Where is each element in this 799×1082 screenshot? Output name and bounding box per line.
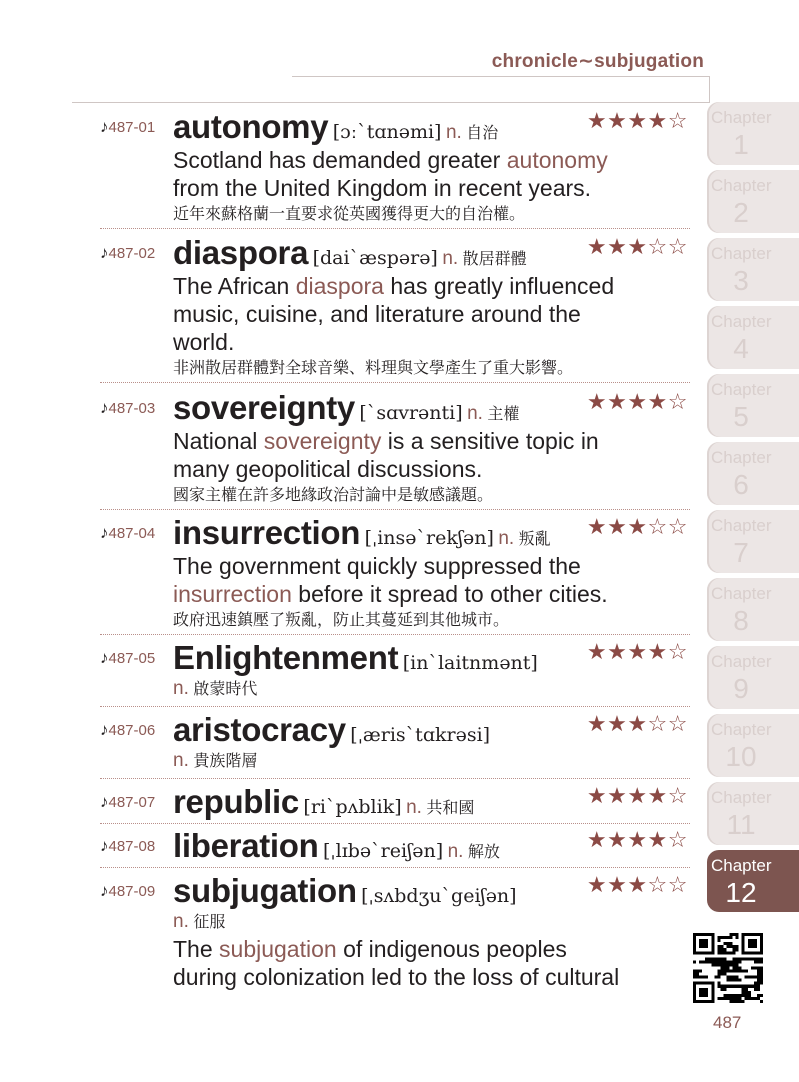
running-title: chronicle∼subjugation [491, 51, 704, 72]
page-number: 487 [713, 1013, 742, 1032]
audio-note-icon[interactable]: ♪ [100, 243, 109, 262]
audio-note-icon[interactable]: ♪ [100, 881, 109, 900]
entry-number-text: 487-01 [108, 119, 156, 136]
tab-chapter-3[interactable] [707, 238, 799, 301]
tab-chapter-12[interactable] [707, 850, 799, 912]
chinese-definition: 共和國 [426, 798, 475, 817]
entry-number-text: 487-07 [108, 794, 156, 811]
example-sentence: Scotland has demanded greater autonomy from the United Kingdom in recent years. [173, 147, 608, 201]
pronunciation: [ˌærisˋtɑkrəsi] [350, 724, 491, 746]
part-of-speech: n. [173, 911, 189, 932]
chinese-definition: 貴族階層 [193, 751, 258, 770]
audio-note-icon[interactable]: ♪ [100, 836, 109, 855]
entry-number-text: 487-04 [108, 525, 156, 542]
tab-chapter-11[interactable] [707, 782, 799, 845]
pronunciation: [daiˋæspərə] [312, 247, 438, 269]
tab-number: 8 [733, 605, 749, 636]
entry-number-text: 487-06 [108, 722, 156, 739]
vocab-entry [100, 868, 690, 991]
entry-number[interactable] [100, 117, 155, 137]
entry-number-text: 487-08 [108, 838, 156, 855]
highlighted-word: sovereignty [263, 428, 382, 454]
example-sentence: The African diaspora has greatly influenced music, cuisine, and literature around the world. [173, 273, 615, 355]
vocab-entry [100, 707, 690, 779]
audio-note-icon[interactable]: ♪ [100, 792, 109, 811]
star-rating: ★★★★☆ [586, 389, 688, 414]
headword: Enlightenment [173, 639, 399, 676]
star-rating: ★★★★☆ [586, 827, 688, 852]
chinese-definition: 征服 [193, 912, 226, 931]
entry-number[interactable] [100, 720, 155, 740]
pronunciation: [ɔːˋtɑnəmi] [332, 121, 442, 143]
entry-number[interactable] [100, 881, 155, 901]
part-of-speech: n. [173, 750, 189, 771]
headword: subjugation [173, 872, 357, 909]
example-sentence: The government quickly suppressed the insurrection before it spread to other cities. [173, 553, 608, 607]
chinese-definition: 叛亂 [518, 529, 551, 548]
entry-number-text: 487-03 [108, 400, 156, 417]
headword: autonomy [173, 108, 329, 145]
highlighted-word: insurrection [173, 581, 292, 607]
entry-number[interactable] [100, 243, 155, 263]
tab-number: 11 [726, 809, 756, 840]
tab-chapter-2[interactable] [707, 170, 799, 233]
part-of-speech: n. [442, 248, 459, 269]
chinese-definition: 主權 [487, 404, 520, 423]
header-divider [709, 76, 710, 103]
chapter-tabs [707, 102, 799, 917]
entry-number[interactable] [100, 398, 155, 418]
pronunciation: [ˌinsəˋrekʃən] [364, 527, 494, 549]
part-of-speech: n. [406, 797, 422, 818]
example-translation: 非洲散居群體對全球音樂、料理與文學產生了重大影響。 [173, 358, 574, 377]
audio-note-icon[interactable]: ♪ [100, 720, 109, 739]
definition-line [100, 677, 690, 702]
tab-label: Chapter [711, 788, 772, 807]
entry-number-text: 487-05 [108, 650, 156, 667]
tab-number: 9 [733, 673, 749, 704]
entry-number[interactable] [100, 648, 155, 668]
vocab-entry [100, 383, 690, 510]
star-rating: ★★★★☆ [586, 108, 688, 133]
tab-chapter-1[interactable] [707, 102, 799, 165]
tab-number: 2 [733, 197, 749, 228]
vocab-entry [100, 779, 690, 824]
headword: aristocracy [173, 711, 346, 748]
audio-note-icon[interactable]: ♪ [100, 398, 109, 417]
tab-label: Chapter [711, 176, 772, 195]
tab-label: Chapter [711, 720, 772, 739]
pronunciation: [ˋsɑvrənti] [359, 402, 463, 424]
tab-label: Chapter [711, 380, 772, 399]
tab-label: Chapter [711, 516, 772, 535]
part-of-speech: n. [467, 403, 483, 424]
tab-label: Chapter [711, 856, 772, 875]
pronunciation: [riˋpʌblik] [303, 796, 402, 818]
tab-number: 6 [733, 469, 749, 500]
star-rating: ★★★☆☆ [586, 514, 688, 539]
part-of-speech: n. [445, 122, 462, 143]
tab-number: 5 [733, 401, 749, 432]
tab-number: 1 [733, 129, 749, 160]
tab-chapter-7[interactable] [707, 510, 799, 573]
definition-line [100, 910, 690, 935]
headword: diaspora [173, 234, 309, 271]
pronunciation: [inˋlaitnmənt] [402, 652, 538, 674]
vocabulary-list [100, 102, 690, 991]
chinese-definition: 自治 [466, 123, 499, 142]
part-of-speech: n. [173, 678, 189, 699]
headword: sovereignty [173, 389, 355, 426]
header-rule [292, 76, 710, 77]
audio-note-icon[interactable]: ♪ [100, 648, 109, 667]
highlighted-word: autonomy [506, 147, 608, 173]
star-rating: ★★★☆☆ [586, 234, 688, 259]
chinese-definition: 解放 [467, 842, 500, 861]
entry-number[interactable] [100, 523, 155, 543]
vocab-entry [100, 824, 690, 868]
tab-label: Chapter [711, 652, 772, 671]
chinese-definition: 啟蒙時代 [193, 679, 258, 698]
tab-chapter-10[interactable] [707, 714, 799, 777]
tab-label: Chapter [711, 448, 772, 467]
tab-number: 4 [733, 333, 749, 364]
tab-chapter-5[interactable] [707, 374, 799, 437]
tab-chapter-6[interactable] [707, 442, 799, 505]
example-sentence: National sovereignty is a sensitive topic in many geopolitical discussions. [173, 428, 599, 482]
star-rating: ★★★☆☆ [586, 872, 688, 897]
qr-code-icon[interactable] [690, 930, 766, 1006]
entry-number[interactable] [100, 836, 155, 856]
highlighted-word: diaspora [295, 273, 384, 299]
star-rating: ★★★★☆ [586, 639, 688, 664]
headword: liberation [173, 827, 319, 864]
audio-note-icon[interactable]: ♪ [100, 117, 109, 136]
star-rating: ★★★★☆ [586, 783, 688, 808]
tab-chapter-9[interactable] [707, 646, 799, 709]
part-of-speech: n. [498, 528, 515, 549]
entry-number-text: 487-02 [108, 245, 156, 262]
vocab-entry [100, 635, 690, 707]
vocab-entry [100, 229, 690, 383]
audio-note-icon[interactable]: ♪ [100, 523, 109, 542]
tab-label: Chapter [711, 244, 772, 263]
chinese-definition: 散居群體 [462, 249, 527, 268]
tab-chapter-4[interactable] [707, 306, 799, 369]
tab-chapter-8[interactable] [707, 578, 799, 641]
tab-number: 3 [733, 265, 749, 296]
definition-line [100, 749, 690, 774]
example-translation: 近年來蘇格蘭一直要求從英國獲得更大的自治權。 [173, 204, 526, 223]
star-rating: ★★★☆☆ [586, 711, 688, 736]
part-of-speech: n. [447, 841, 464, 862]
tab-label: Chapter [711, 108, 772, 127]
headword: insurrection [173, 514, 361, 551]
highlighted-word: subjugation [219, 936, 337, 962]
pronunciation: [ˌlɪbəˋreiʃən] [322, 840, 444, 862]
tab-label: Chapter [711, 312, 772, 331]
pronunciation: [ˌsʌbdʒuˋgeiʃən] [361, 885, 517, 907]
tab-label: Chapter [711, 584, 772, 603]
tab-number: 7 [733, 537, 749, 568]
example-translation: 政府迅速鎮壓了叛亂，防止其蔓延到其他城市。 [173, 610, 510, 629]
vocab-entry [100, 102, 690, 229]
headword: republic [173, 783, 299, 820]
example-sentence: The subjugation of indigenous peoples during colonization led to the loss of cultural [173, 936, 620, 990]
entry-number-text: 487-09 [108, 883, 156, 900]
example-translation: 國家主權在許多地緣政治討論中是敏感議題。 [173, 485, 494, 504]
tab-number: 10 [725, 741, 757, 772]
tab-number: 12 [725, 877, 757, 908]
entry-number[interactable] [100, 792, 155, 812]
vocab-entry [100, 510, 690, 635]
